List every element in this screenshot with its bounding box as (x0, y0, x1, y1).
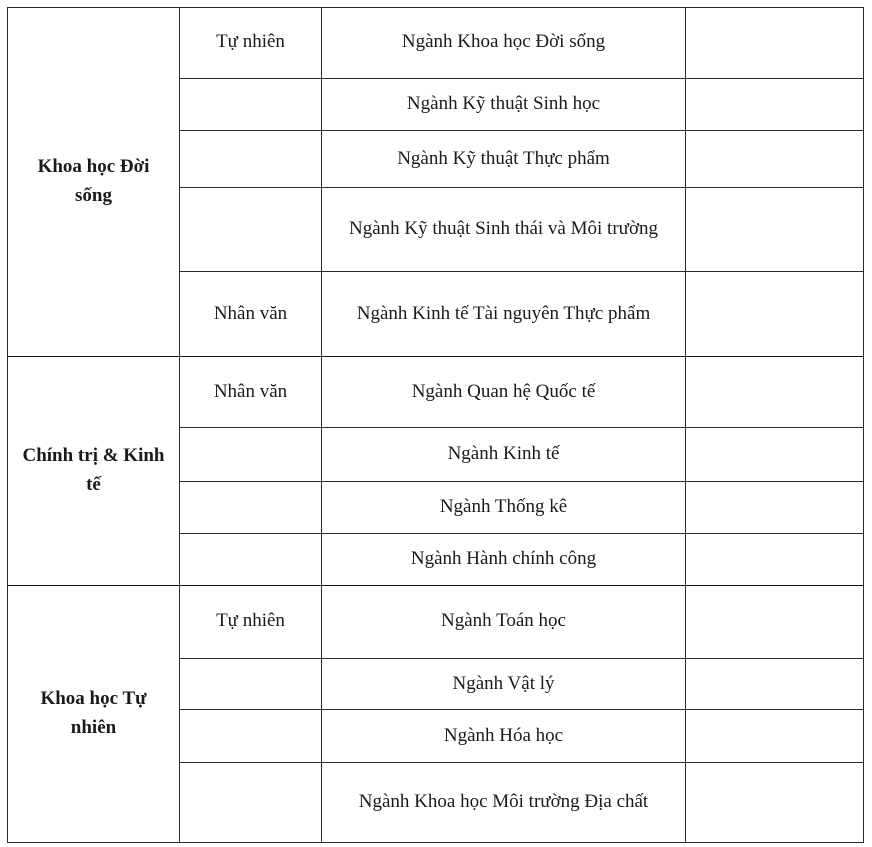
major-cell: Ngành Thống kê (322, 481, 686, 534)
major-cell: Ngành Khoa học Môi trường Địa chất (322, 762, 686, 842)
type-cell (180, 78, 322, 131)
major-cell: Ngành Hành chính công (322, 534, 686, 586)
type-cell: Nhân văn (180, 357, 322, 428)
major-cell: Ngành Toán học (322, 585, 686, 658)
group-name-cell: Khoa học Đời sống (8, 8, 180, 357)
extra-cell (686, 428, 864, 482)
type-cell: Tự nhiên (180, 8, 322, 79)
major-cell: Ngành Quan hệ Quốc tế (322, 357, 686, 428)
type-cell (180, 710, 322, 763)
type-cell (180, 534, 322, 586)
major-cell: Ngành Kinh tế (322, 428, 686, 482)
major-cell: Ngành Khoa học Đời sống (322, 8, 686, 79)
table-row (8, 585, 864, 658)
major-cell: Ngành Vật lý (322, 658, 686, 710)
major-cell: Ngành Kỹ thuật Sinh học (322, 78, 686, 131)
extra-cell (686, 131, 864, 188)
extra-cell (686, 710, 864, 763)
major-cell: Ngành Kỹ thuật Thực phẩm (322, 131, 686, 188)
major-cell: Ngành Hóa học (322, 710, 686, 763)
type-cell (180, 658, 322, 710)
extra-cell (686, 8, 864, 79)
extra-cell (686, 534, 864, 586)
group-name-cell: Khoa học Tự nhiên (8, 585, 180, 842)
type-cell (180, 428, 322, 482)
extra-cell (686, 78, 864, 131)
group-name-cell: Chính trị & Kinh tế (8, 357, 180, 586)
type-cell (180, 481, 322, 534)
type-cell (180, 188, 322, 272)
extra-cell (686, 188, 864, 272)
majors-table (7, 7, 864, 843)
major-cell: Ngành Kỹ thuật Sinh thái và Môi trường (322, 188, 686, 272)
type-cell: Nhân văn (180, 272, 322, 357)
type-cell: Tự nhiên (180, 585, 322, 658)
extra-cell (686, 762, 864, 842)
table-row (8, 8, 864, 79)
extra-cell (686, 481, 864, 534)
extra-cell (686, 658, 864, 710)
type-cell (180, 131, 322, 188)
extra-cell (686, 357, 864, 428)
extra-cell (686, 272, 864, 357)
major-cell: Ngành Kinh tế Tài nguyên Thực phẩm (322, 272, 686, 357)
type-cell (180, 762, 322, 842)
extra-cell (686, 585, 864, 658)
table-row (8, 357, 864, 428)
